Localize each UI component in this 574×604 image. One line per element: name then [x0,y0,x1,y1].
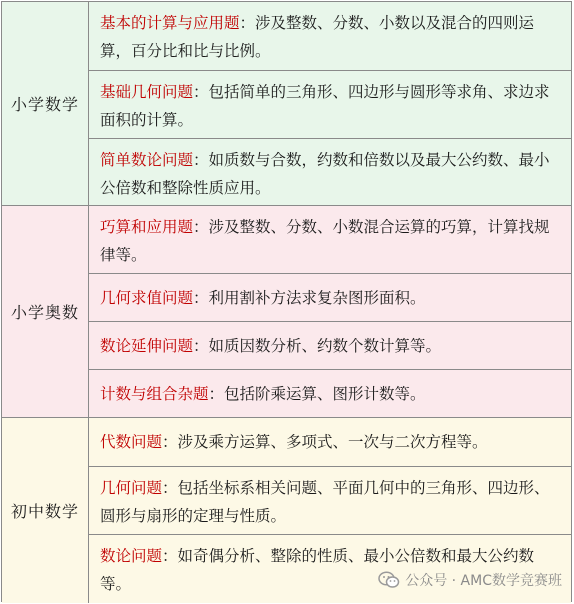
topic-desc: ：如质因数分析、约数个数计算等。 [193,336,442,355]
topic-term: 几何求值问题 [100,288,194,307]
topic-desc: ：包括简单的三角形、四边形与圆形等求角、求边求面积的计算。 [100,83,550,129]
topic-row [89,71,571,139]
section-rows [89,2,571,205]
topic-term: 代数问题 [100,433,163,451]
watermark-text: 公众号 · AMC数学竞赛班 [405,573,562,589]
topic-desc: ：如奇偶分析、整除的性质、最小公倍数和最大公约数等。 [100,547,535,593]
watermark [378,570,562,590]
topic-row [89,418,571,467]
topic-desc: ：涉及整数、分数、小数混合运算的巧算，计算找规律等。 [100,218,550,264]
topic-term: 几何问题 [100,479,163,497]
topic-row [89,535,571,603]
topic-term: 数论问题 [100,547,163,565]
topic-desc: ：利用割补方法求复杂图形面积。 [193,288,426,307]
topic-row [89,322,571,370]
wechat-icon [378,571,400,589]
topic-term: 计数与组合杂题 [100,384,209,403]
topic-term: 巧算和应用题 [100,218,194,236]
topic-row [89,206,571,274]
category-label: 小学数学 [2,2,89,205]
topic-table [1,1,572,602]
category-label: 初中数学 [2,418,89,603]
topic-row [89,2,571,71]
topic-row [89,370,571,417]
topic-desc: ：如质数与合数，约数和倍数以及最大公约数、最小公倍数和整除性质应用。 [100,151,550,197]
section-olympiad [2,206,571,417]
topic-term: 数论延伸问题 [100,336,194,355]
topic-desc: ：涉及乘方运算、多项式、一次与二次方程等。 [162,433,488,451]
topic-desc: ：包括坐标系相关问题、平面几何中的三角形、四边形、圆形与扇形的定理与性质。 [100,479,550,525]
topic-row [89,274,571,322]
category-label: 小学奥数 [2,206,89,417]
topic-term: 基础几何问题 [100,83,194,101]
topic-desc: ：涉及整数、分数、小数以及混合的四则运算，百分比和比与比例。 [100,14,535,60]
topic-desc: ：包括阶乘运算、图形计数等。 [208,384,426,403]
topic-row [89,467,571,535]
section-primary-math [2,2,571,205]
topic-term: 简单数论问题 [100,151,194,169]
topic-term: 基本的计算与应用题 [100,14,240,32]
section-rows [89,206,571,417]
topic-row [89,139,571,205]
